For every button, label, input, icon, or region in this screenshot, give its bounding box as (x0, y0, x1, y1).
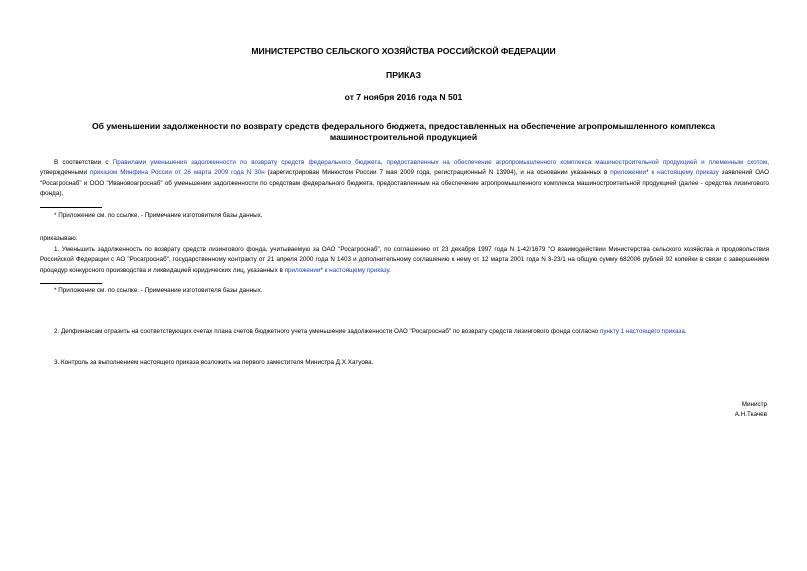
order-word: приказываю: (40, 235, 78, 242)
doc-subject: Об уменьшении задолженности по возврату средств федерального бюджета, предоставленных на обеспечение агропромышленного комплекса машиностроительной продукцией (91, 121, 716, 142)
preamble-text: * (646, 169, 652, 177)
this-order-link[interactable]: к настоящему приказу (651, 169, 719, 177)
item-2-text: . (684, 328, 687, 335)
signature-position: Министр (741, 401, 767, 408)
doc-type-title: ПРИКАЗ (386, 70, 421, 80)
preamble-text: заявлений ОАО "Росагроснаб" и ООО "Ивановоагроснаб" об уменьшении задолженности по средствам федерального бюджета, предоставленным на обеспечение агропромышленного комплекса машиностроительной продукцией (далее - средства лизингового фонда), (40, 169, 769, 198)
item-1-text: 1. Уменьшить задолженность по возврату средств лизингового фонда, учитываемую за ОАО "Росагроснаб", по соглашению от 23 декабря 1997 года N 1-42/1679 "О взаимодействии Министерства сельского хозяйства и продовольствия Российской Федерации с АО "Росагроснаб", государственному контракту от 21 апреля 2000 года N 1403 и дополнительному соглашению к нему от 12 марта 2001 года N 3-23/1 на общую сумму 682006 рублей 92 копейки в связи с завершением процедур конкурсного производства и ликвидацией юридических лиц, указанных в (40, 246, 769, 274)
item-1-text: . (388, 266, 391, 274)
item-1-paragraph (40, 245, 769, 276)
doc-date-number: от 7 ноября 2016 года N 501 (344, 92, 463, 102)
item-1-link[interactable]: пункту 1 настоящего приказа (599, 328, 685, 335)
footnote-2: * Приложение см. по ссылке. - Примечание изготовителя базы данных. (54, 287, 263, 294)
preamble-text: , утвержденными (40, 159, 769, 177)
item-1-text: * (320, 266, 325, 274)
signature-block (735, 400, 767, 421)
footnote-divider (40, 283, 102, 284)
appendix-link[interactable]: приложении (284, 266, 321, 274)
footnote-1: * Приложение см. по ссылке. - Примечание изготовителя базы данных. (54, 212, 263, 219)
footnote-divider (40, 207, 102, 208)
appendix-link[interactable]: приложении (610, 169, 647, 177)
signature-name: А.Н.Ткачев (734, 411, 767, 419)
item-2-text: 2. Депфинансам отразить на соответствующих счетах плана счетов бюджетного учета уменьшение задолженности ОАО "Росагроснаб" по возврату средств лизингового фонда согласно (54, 328, 600, 335)
preamble-paragraph (40, 158, 769, 200)
this-order-link[interactable]: к настоящему приказу (324, 266, 389, 274)
minfin-order-link[interactable]: приказом Минфина России от 26 марта 2009 года N 30н (89, 169, 265, 177)
item-3-paragraph: 3. Контроль за выполнением настоящего приказа возложить на первого заместителя Министра Д.Х.Хатуова. (54, 359, 374, 366)
ministry-title: МИНИСТЕРСТВО СЕЛЬСКОГО ХОЗЯЙСТВА РОССИЙСКОЙ ФЕДЕРАЦИИ (251, 46, 556, 56)
preamble-text: В соответствии с (54, 159, 113, 166)
preamble-text: (зарегистрирован Минюстом России 7 мая 2009 года, регистрационный N 13904), и на основании указанных в (264, 169, 611, 177)
item-2-paragraph (40, 327, 769, 337)
rules-link[interactable]: Правилами уменьшения задолженности по возврату средств федерального бюджета, предоставленных на обеспечение агропромышленного комплекса машиностроительной продукцией и племенным скотом (112, 159, 768, 166)
